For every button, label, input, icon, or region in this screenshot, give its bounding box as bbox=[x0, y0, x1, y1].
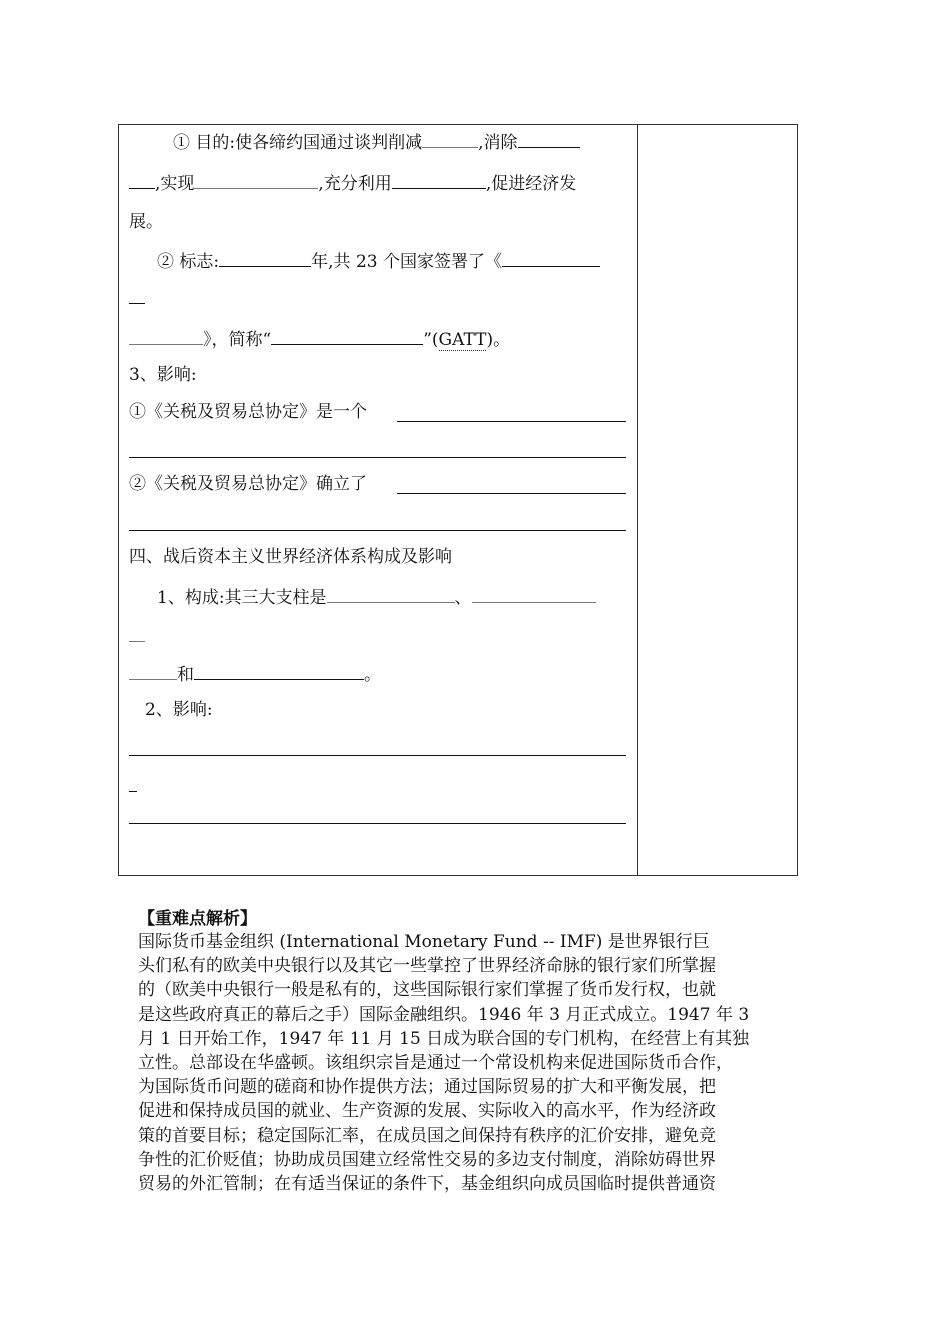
blank-short-name[interactable] bbox=[271, 326, 423, 345]
blank-agreement-wrap[interactable] bbox=[129, 303, 145, 304]
impact-2-text: ②《关税及贸易总协定》确立了 bbox=[129, 474, 367, 494]
analysis-line: 国际货币基金组织 (International Monetary Fund -- IMF) 是世界银行巨 bbox=[138, 932, 710, 952]
blank-pillar-3[interactable] bbox=[194, 661, 364, 680]
analysis-line: 是这些政府真正的幕后之手）国际金融组织。1946 年 3 月正式成立。1947 年 3 bbox=[138, 1004, 750, 1025]
purpose-utilize-text: ,充分利用 bbox=[318, 174, 392, 194]
composition-line bbox=[157, 584, 596, 609]
purpose-line-2 bbox=[129, 170, 576, 195]
composition-text: 1、构成:其三大支柱是 bbox=[157, 588, 327, 608]
analysis-line: 的（欧美中央银行一般是私有的，这些国际银行家们掌握了货币发行权，也就 bbox=[138, 980, 716, 1001]
blank-pillar-2-cont[interactable] bbox=[129, 661, 177, 680]
impact-heading-text: 3、影响: bbox=[129, 365, 197, 385]
analysis-line: 月 1 日开始工作，1947 年 11 月 15 日成为联合国的专门机构，在经营上有其独 bbox=[138, 1028, 750, 1049]
impact-1-text: ①《关税及贸易总协定》是一个 bbox=[129, 402, 367, 422]
sign-label: ② 标志: bbox=[157, 252, 220, 272]
analysis-line: 为国际货币问题的磋商和协作提供方法；通过国际贸易的扩大和平衡发展，把 bbox=[138, 1077, 716, 1098]
purpose-achieve-text: ,实现 bbox=[155, 174, 195, 194]
purpose-line-1 bbox=[173, 129, 580, 154]
analysis-line: 促进和保持成员国的就业、生产资源的发展、实际收入的高水平，作为经济政 bbox=[138, 1101, 716, 1122]
impact-heading bbox=[129, 364, 197, 386]
sign-line-3 bbox=[129, 326, 510, 351]
blank-pillar-2[interactable] bbox=[472, 584, 596, 603]
blank-impact-2[interactable] bbox=[397, 493, 626, 494]
analysis-title: 【重难点解析】 bbox=[138, 909, 257, 929]
purpose-label: ① 目的:使各缔约国通过谈判削减 bbox=[173, 133, 423, 153]
blank-achieve[interactable] bbox=[194, 170, 318, 189]
sign-line-1 bbox=[157, 248, 600, 273]
composition-end: 。 bbox=[364, 665, 381, 685]
gatt-abbrev: GATT bbox=[438, 330, 487, 350]
analysis-line: 争性的汇价贬值；协助成员国建立经常性交易的多边支付制度，消除妨碍世界 bbox=[138, 1149, 716, 1170]
blank-year[interactable] bbox=[219, 248, 311, 267]
section-4-title bbox=[129, 546, 452, 568]
composition-and: 和 bbox=[177, 665, 194, 685]
purpose-promote-text: ,促进经济发 bbox=[485, 174, 577, 194]
blank-impact-2-line-2[interactable] bbox=[129, 530, 626, 531]
blank-pillar-1[interactable] bbox=[327, 584, 455, 603]
analysis-line: 头们私有的欧美中央银行以及其它一些掌控了世界经济命脉的银行家们所掌握 bbox=[138, 956, 716, 977]
blank-influence-line-2[interactable] bbox=[129, 823, 626, 824]
influence-heading bbox=[145, 699, 213, 721]
column-divider bbox=[637, 125, 638, 875]
composition-sep: 、 bbox=[454, 588, 472, 608]
impact-2-line bbox=[129, 473, 367, 495]
blank-impact-1-line-2[interactable] bbox=[129, 457, 626, 458]
blank-influence-wrap[interactable] bbox=[129, 791, 137, 792]
gatt-close: )。 bbox=[486, 330, 511, 350]
purpose-line-3 bbox=[129, 211, 163, 233]
blank-utilize[interactable] bbox=[392, 170, 486, 189]
blank-impact-1[interactable] bbox=[397, 421, 626, 422]
composition-line-3 bbox=[129, 661, 381, 686]
analysis-line: 贸易的外汇管制；在有适当保证的条件下，基金组织向成员国临时提供普通资 bbox=[138, 1174, 716, 1195]
blank-eliminate[interactable] bbox=[518, 129, 580, 148]
blank-pillar-2-wrap[interactable] bbox=[129, 641, 145, 642]
blank-eliminate-cont[interactable] bbox=[129, 170, 155, 189]
blank-agreement-cont[interactable] bbox=[129, 326, 203, 345]
blank-agreement-name[interactable] bbox=[502, 248, 600, 267]
blank-reduce[interactable] bbox=[422, 129, 478, 148]
section-4-title-text: 四、战后资本主义世界经济体系构成及影响 bbox=[129, 547, 452, 567]
analysis-line: 立性。总部设在华盛顿。该组织宗旨是通过一个常设机构来促进国际货币合作， bbox=[138, 1053, 733, 1074]
purpose-end-text: 展。 bbox=[129, 212, 163, 232]
gatt-open: ”( bbox=[423, 330, 439, 350]
impact-1-line bbox=[129, 401, 367, 423]
short-name-text: 》，简称“ bbox=[203, 330, 272, 350]
influence-heading-text: 2、影响: bbox=[145, 700, 213, 720]
worksheet-table bbox=[118, 124, 798, 876]
blank-influence-line-1[interactable] bbox=[129, 755, 626, 756]
sign-text: 年,共 23 个国家签署了《 bbox=[311, 252, 502, 272]
purpose-eliminate-text: ,消除 bbox=[478, 133, 518, 153]
analysis-line: 策的首要目标；稳定国际汇率，在成员国之间保持有秩序的汇价安排，避免竞 bbox=[138, 1125, 716, 1146]
analysis-paragraph bbox=[138, 930, 818, 1196]
